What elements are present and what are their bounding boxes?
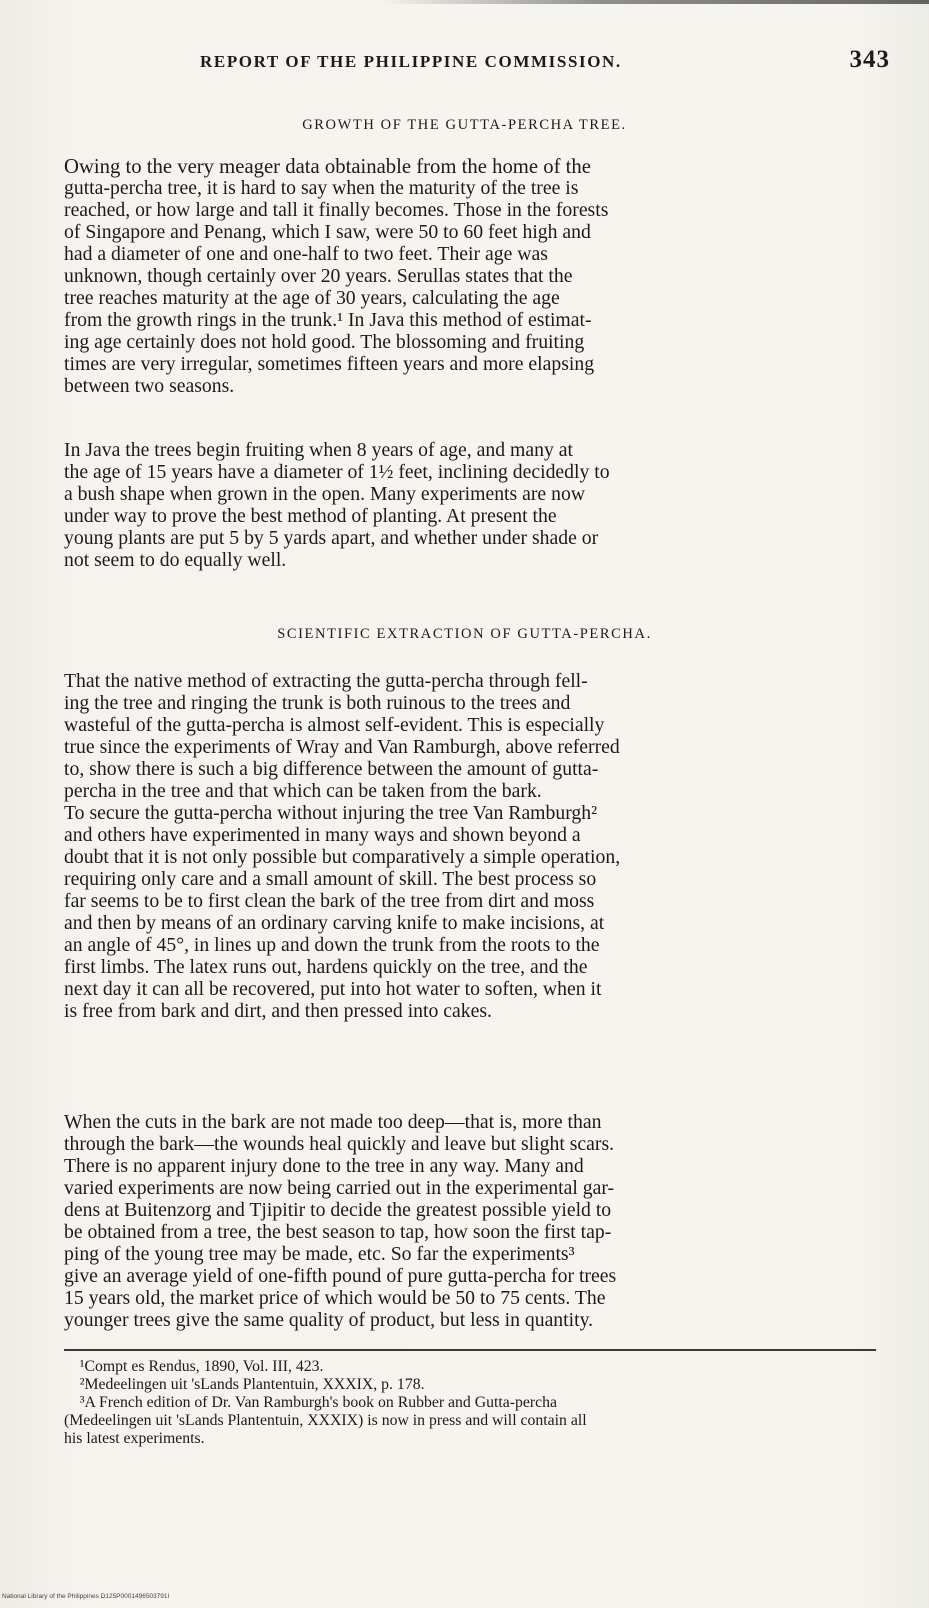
paragraph [64, 1111, 888, 1331]
text-line: Owing to the very meager data obtainable from the home of the [64, 154, 591, 178]
text-line: In Java the trees begin fruiting when 8 years of age, and many at [64, 439, 573, 461]
text-line: between two seasons. [64, 375, 235, 397]
footnote: ³A French edition of Dr. Van Ramburgh's book on Rubber and Gutta-percha [79, 1394, 558, 1411]
text-line: under way to prove the best method of planting. At present the [64, 505, 557, 527]
paragraph [64, 155, 888, 397]
text-line: to, show there is such a big difference between the amount of gutta- [64, 758, 599, 780]
text-line: give an average yield of one-fifth pound of pure gutta-percha for trees [64, 1265, 617, 1287]
section-title-extraction: SCIENTIFIC EXTRACTION OF GUTTA-PERCHA. [277, 626, 652, 642]
text-line: young plants are put 5 by 5 yards apart, and whether under shade or [64, 527, 599, 549]
footnotes [64, 1358, 888, 1448]
text-line: true since the experiments of Wray and Van Ramburgh, above referred [64, 736, 620, 758]
text-line: varied experiments are now being carried out in the experimental gar- [64, 1177, 615, 1199]
footnote-continuation: his latest experiments. [64, 1430, 205, 1447]
text-line: and others have experimented in many ways and shown beyond a [64, 824, 581, 846]
text-line: younger trees give the same quality of product, but less in quantity. [64, 1309, 594, 1331]
text-line: wasteful of the gutta-percha is almost self-evident. This is especially [64, 714, 605, 736]
text-line: ing age certainly does not hold good. The blossoming and fruiting [64, 331, 585, 353]
text-line: a bush shape when grown in the open. Many experiments are now [64, 483, 586, 505]
text-line: and then by means of an ordinary carving knife to make incisions, at [64, 912, 605, 934]
paragraph [64, 802, 888, 1022]
running-head: REPORT OF THE PHILIPPINE COMMISSION. [200, 52, 622, 71]
text-line: not seem to do equally well. [64, 549, 287, 571]
footnote: ²Medeelingen uit 'sLands Plantentuin, XXXIX, p. 178. [79, 1376, 425, 1393]
footnote: ¹Compt es Rendus, 1890, Vol. III, 423. [79, 1358, 324, 1375]
paragraph [64, 670, 888, 802]
text-line: gutta-percha tree, it is hard to say when the maturity of the tree is [64, 177, 579, 199]
text-line: of Singapore and Penang, which I saw, were 50 to 60 feet high and [64, 221, 591, 243]
text-line: There is no apparent injury done to the tree in any way. Many and [64, 1155, 584, 1177]
text-line: first limbs. The latex runs out, hardens quickly on the tree, and the [64, 956, 588, 978]
page-header [200, 46, 890, 82]
section-title-growth: GROWTH OF THE GUTTA-PERCHA TREE. [302, 117, 627, 133]
text-line: far seems to be to first clean the bark of the tree from dirt and moss [64, 890, 595, 912]
text-line: had a diameter of one and one-half to two feet. Their age was [64, 243, 548, 265]
text-line: That the native method of extracting the gutta-percha through fell- [64, 670, 588, 692]
text-line: an angle of 45°, in lines up and down the trunk from the roots to the [64, 934, 600, 956]
scan-edge-shadow [380, 0, 929, 4]
text-line: the age of 15 years have a diameter of 1½ feet, inclining decidedly to [64, 461, 610, 483]
scan-imprint: National Library of the Philippines D125P0001496503791I [2, 1593, 170, 1600]
footnote-continuation: (Medeelingen uit 'sLands Plantentuin, XXXIX) is now in press and will contain all [64, 1412, 587, 1429]
text-line: is free from bark and dirt, and then pressed into cakes. [64, 1000, 492, 1022]
text-line: from the growth rings in the trunk.¹ In Java this method of estimat- [64, 309, 592, 331]
text-line: times are very irregular, sometimes fifteen years and more elapsing [64, 353, 595, 375]
text-line: tree reaches maturity at the age of 30 years, calculating the age [64, 287, 560, 309]
paragraph [64, 439, 888, 571]
text-line: ping of the young tree may be made, etc. So far the experiments³ [64, 1243, 575, 1265]
text-line: When the cuts in the bark are not made too deep—that is, more than [64, 1111, 602, 1133]
text-line: reached, or how large and tall it finally becomes. Those in the forests [64, 199, 609, 221]
text-line: ing the tree and ringing the trunk is both ruinous to the trees and [64, 692, 571, 714]
text-line: through the bark—the wounds heal quickly and leave but slight scars. [64, 1133, 615, 1155]
text-line: requiring only care and a small amount of skill. The best process so [64, 868, 597, 890]
text-line: be obtained from a tree, the best season to tap, how soon the first tap- [64, 1221, 612, 1243]
text-line: doubt that it is not only possible but comparatively a simple operation, [64, 846, 621, 868]
page-number: 343 [849, 46, 890, 73]
text-line: unknown, though certainly over 20 years. Serullas states that the [64, 265, 573, 287]
text-line: next day it can all be recovered, put into hot water to soften, when it [64, 978, 602, 1000]
text-line: To secure the gutta-percha without injuring the tree Van Ramburgh² [64, 802, 598, 824]
footnote-rule [64, 1349, 876, 1351]
text-line: percha in the tree and that which can be taken from the bark. [64, 780, 542, 802]
text-line: dens at Buitenzorg and Tjipitir to decide the greatest possible yield to [64, 1199, 612, 1221]
text-line: 15 years old, the market price of which would be 50 to 75 cents. The [64, 1287, 606, 1309]
